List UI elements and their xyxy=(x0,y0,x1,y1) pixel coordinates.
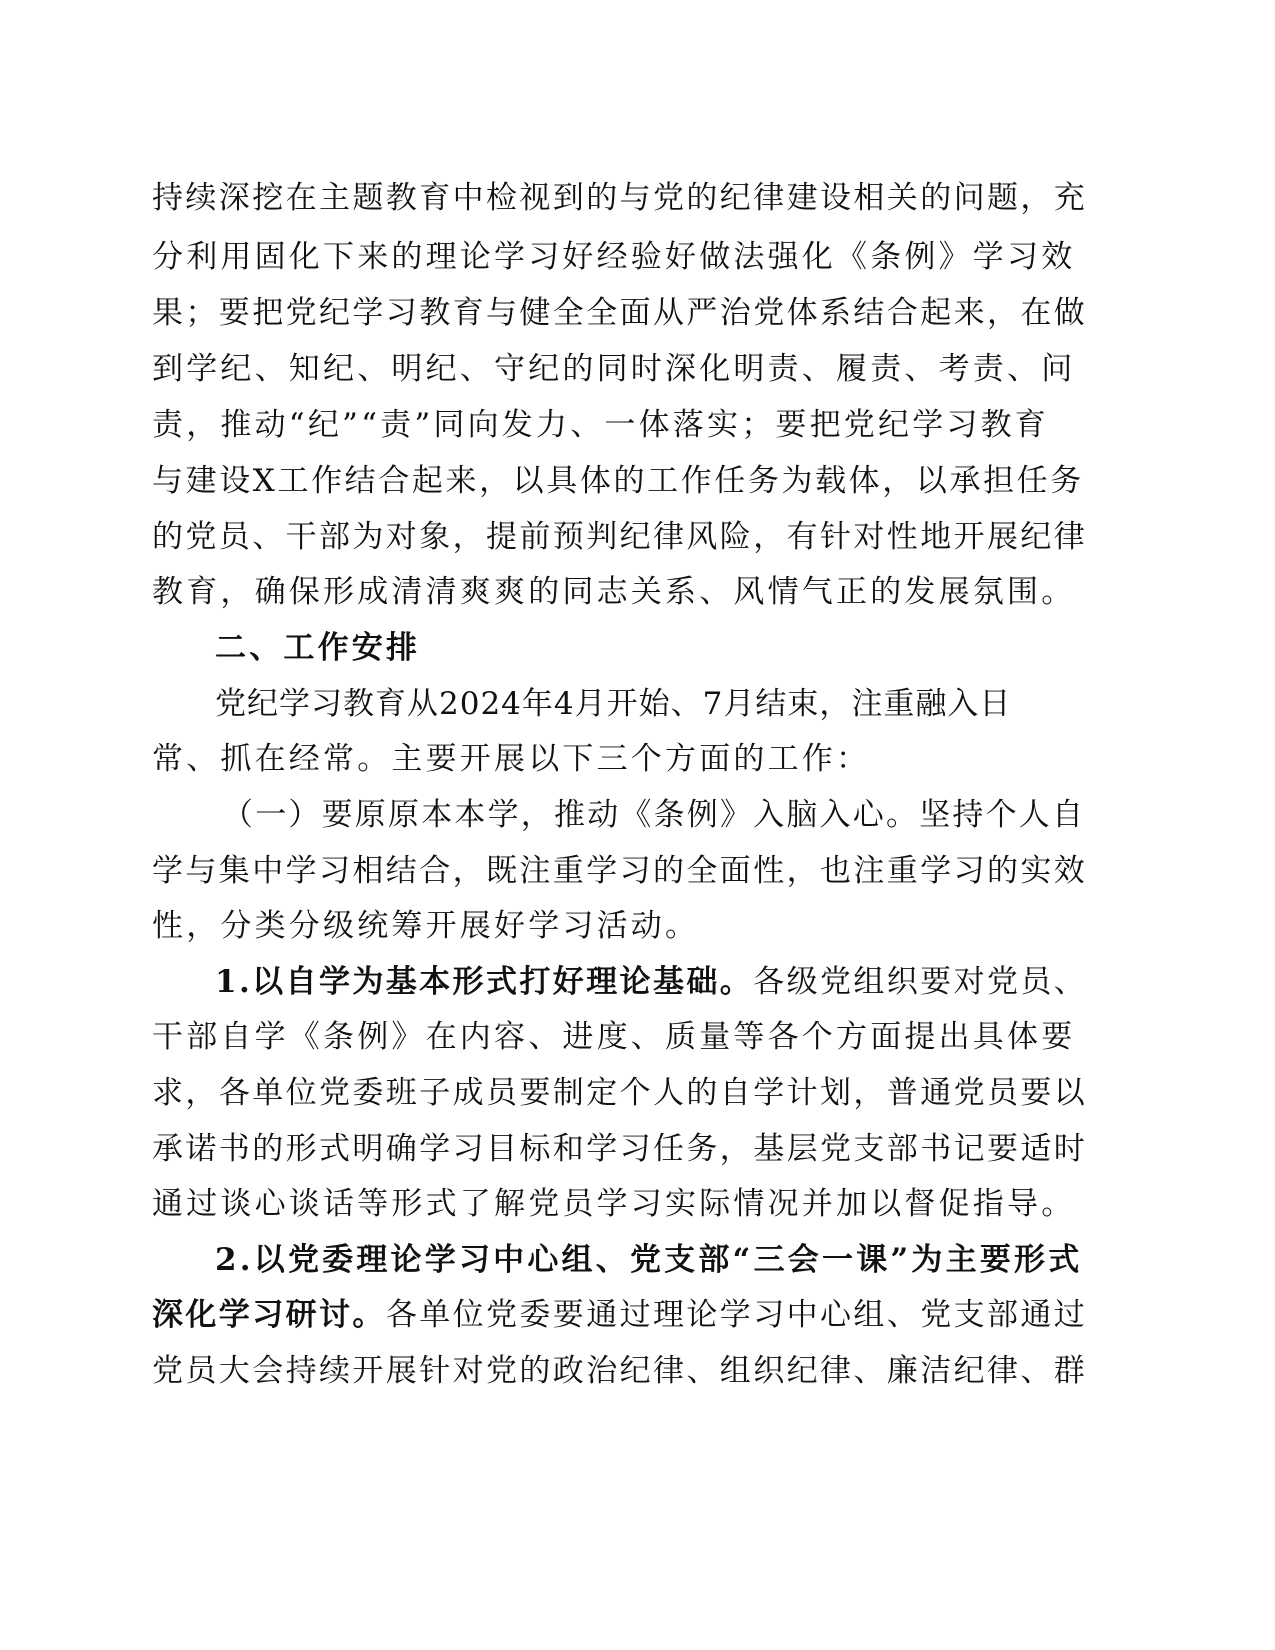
item-2-bold-line: 2.以党委理论学习中心组、党支部“三会一课”为主要形式 xyxy=(215,1242,1083,1278)
paragraph-line: 通过谈心谈话等形式了解党员学习实际情况并加以督促指导。 xyxy=(152,1186,1076,1222)
item-1-first-line xyxy=(215,958,1087,1006)
paragraph-line: 责，推动“纪”“责”同向发力、一体落实；要把党纪学习教育 xyxy=(152,407,1049,443)
paragraph-line: 党员大会持续开展针对党的政治纪律、组织纪律、廉洁纪律、群 xyxy=(152,1353,1088,1389)
paragraph-line: 果；要把党纪学习教育与健全全面从严治党体系结合起来，在做 xyxy=(152,295,1088,331)
paragraph-line: 持续深挖在主题教育中检视到的与党的纪律建设相关的问题，充 xyxy=(152,180,1088,216)
paragraph-line: （一）要原原本本学，推动《条例》入脑入心。坚持个人自 xyxy=(222,797,1086,833)
item-2-second-line-rest: 各单位党委要通过理论学习中心组、党支部通过 xyxy=(385,1297,1088,1333)
paragraph-line: 的党员、干部为对象，提前预判纪律风险，有针对性地开展纪律 xyxy=(152,519,1088,555)
paragraph-line: 性，分类分级统筹开展好学习活动。 xyxy=(152,908,700,944)
item-1-bold-lead: 1.以自学为基本形式打好理论基础。 xyxy=(215,964,754,1000)
item-1-first-line-rest: 各级党组织要对党员、 xyxy=(753,964,1088,1000)
paragraph-line: 承诺书的形式明确学习目标和学习任务，基层党支部书记要适时 xyxy=(152,1131,1088,1167)
paragraph-line: 分利用固化下来的理论学习好经验好做法强化《条例》学习效 xyxy=(152,239,1076,275)
paragraph-line: 党纪学习教育从2024年4月开始、7月结束，注重融入日 xyxy=(215,686,1012,722)
item-2-second-line xyxy=(152,1291,1087,1339)
paragraph-line: 求，各单位党委班子成员要制定个人的自学计划，普通党员要以 xyxy=(152,1075,1088,1111)
paragraph-line: 与建设X工作结合起来，以具体的工作任务为载体，以承担任务 xyxy=(152,463,1084,499)
section-heading: 二、工作安排 xyxy=(215,630,421,666)
paragraph-line: 教育，确保形成清清爽爽的同志关系、风情气正的发展氛围。 xyxy=(152,574,1076,610)
paragraph-line: 到学纪、知纪、明纪、守纪的同时深化明责、履责、考责、问 xyxy=(152,351,1076,387)
paragraph-line: 学与集中学习相结合，既注重学习的全面性，也注重学习的实效 xyxy=(152,853,1088,889)
paragraph-line: 常、抓在经常。主要开展以下三个方面的工作： xyxy=(152,741,871,777)
paragraph-line: 干部自学《条例》在内容、进度、质量等各个方面提出具体要 xyxy=(152,1019,1076,1055)
item-2-bold-lead: 深化学习研讨。 xyxy=(152,1297,386,1333)
